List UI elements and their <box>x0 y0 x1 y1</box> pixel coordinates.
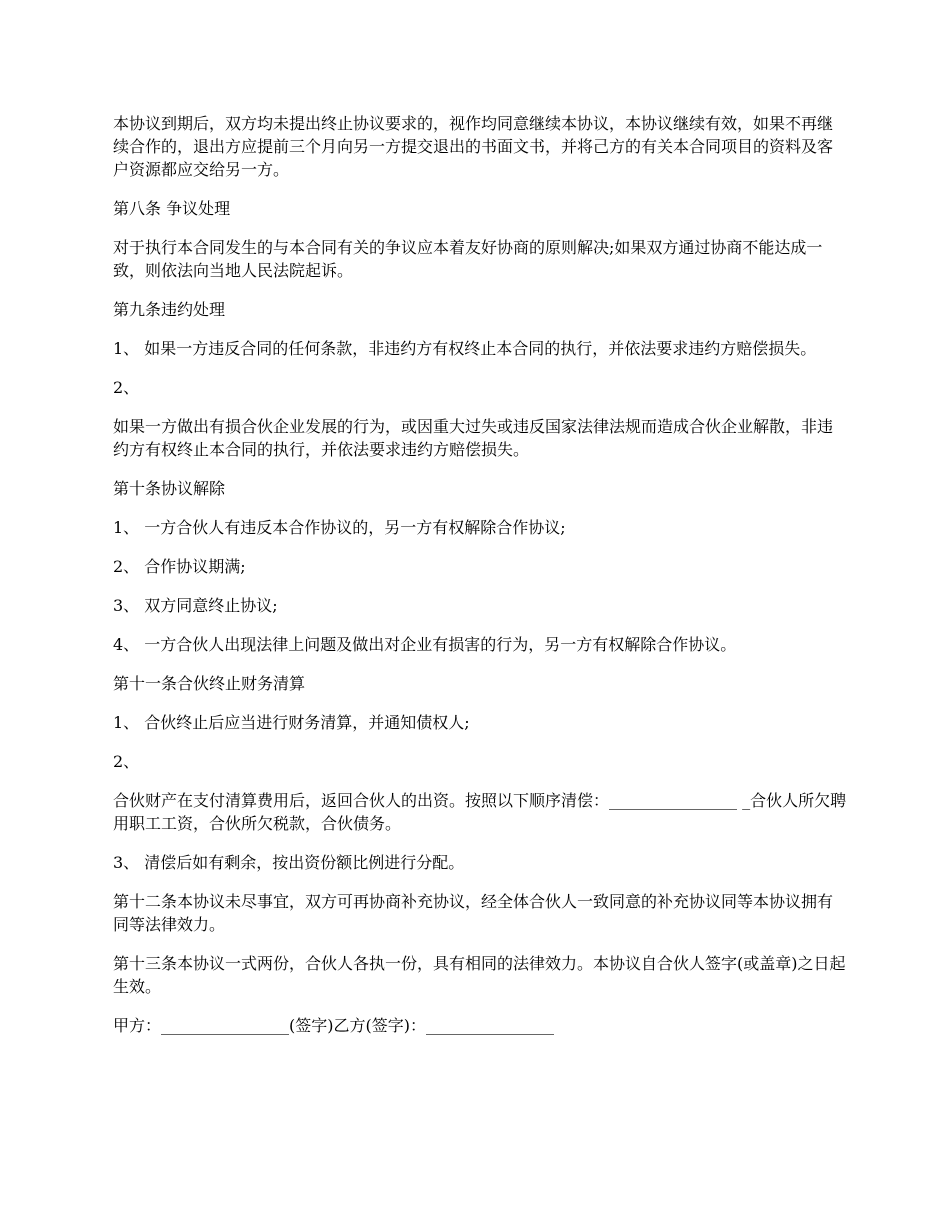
heading-article-8: 第八条 争议处理 <box>113 199 231 218</box>
paragraph-liquidation-2: 合伙财产在支付清算费用后，返回合伙人的出资。按照以下顺序清偿：________________ _合伙人所欠聘用职工工资，合伙所欠税款，合伙债务。 <box>113 791 847 833</box>
paragraph-liquidation-3: 3、 清偿后如有剩余，按出资份额比例进行分配。 <box>113 853 465 872</box>
paragraph-breach-2: 如果一方做出有损合伙企业发展的行为，或因重大过失或违反国家法律法规而造成合伙企业解散，非违约方有权终止本合同的执行，并依法要求违约方赔偿损失。 <box>113 417 834 459</box>
paragraph-article-12: 第十二条本协议未尽事宜，双方可再协商补充协议，经全体合伙人一致同意的补充协议同等本协议拥有同等法律效力。 <box>113 892 834 934</box>
heading-article-9: 第九条违约处理 <box>113 300 226 319</box>
paragraph-article-13: 第十三条本协议一式两份，合伙人各执一份，具有相同的法律效力。本协议自合伙人签字(或盖章)之日起生效。 <box>113 954 846 996</box>
paragraph-breach-2-number: 2、 <box>113 378 140 397</box>
paragraph-liquidation-2-number: 2、 <box>113 752 140 771</box>
paragraph-dispute: 对于执行本合同发生的与本合同有关的争议应本着友好协商的原则解决;如果双方通过协商不能达成一致，则依法向当地人民法院起诉。 <box>113 238 823 280</box>
paragraph-termination-4: 4、 一方合伙人出现法律上问题及做出对企业有损害的行为，另一方有权解除合作协议。 <box>113 635 737 654</box>
heading-article-10: 第十条协议解除 <box>113 479 226 498</box>
paragraph-liquidation-1: 1、 合伙终止后应当进行财务清算，并通知债权人; <box>113 713 470 732</box>
paragraph-breach-1: 1、 如果一方违反合同的任何条款，非违约方有权终止本合同的执行，并依法要求违约方赔偿损失。 <box>113 339 817 358</box>
paragraph-termination-3: 3、 双方同意终止协议; <box>113 596 278 615</box>
signature-line: 甲方：________________(签字)乙方(签字)：________________ <box>113 1016 554 1035</box>
paragraph-termination-2: 2、 合作协议期满; <box>113 557 246 576</box>
paragraph-renewal: 本协议到期后，双方均未提出终止协议要求的，视作均同意继续本协议，本协议继续有效，如果不再继续合作的，退出方应提前三个月向另一方提交退出的书面文书，并将己方的有关本合同项目的资料及客户资源都应交给另一方。 <box>113 114 834 179</box>
heading-article-11: 第十一条合伙终止财务清算 <box>113 674 306 693</box>
paragraph-termination-1: 1、 一方合伙人有违反本合作协议的，另一方有权解除合作协议; <box>113 518 566 537</box>
document-body <box>113 112 848 1053</box>
